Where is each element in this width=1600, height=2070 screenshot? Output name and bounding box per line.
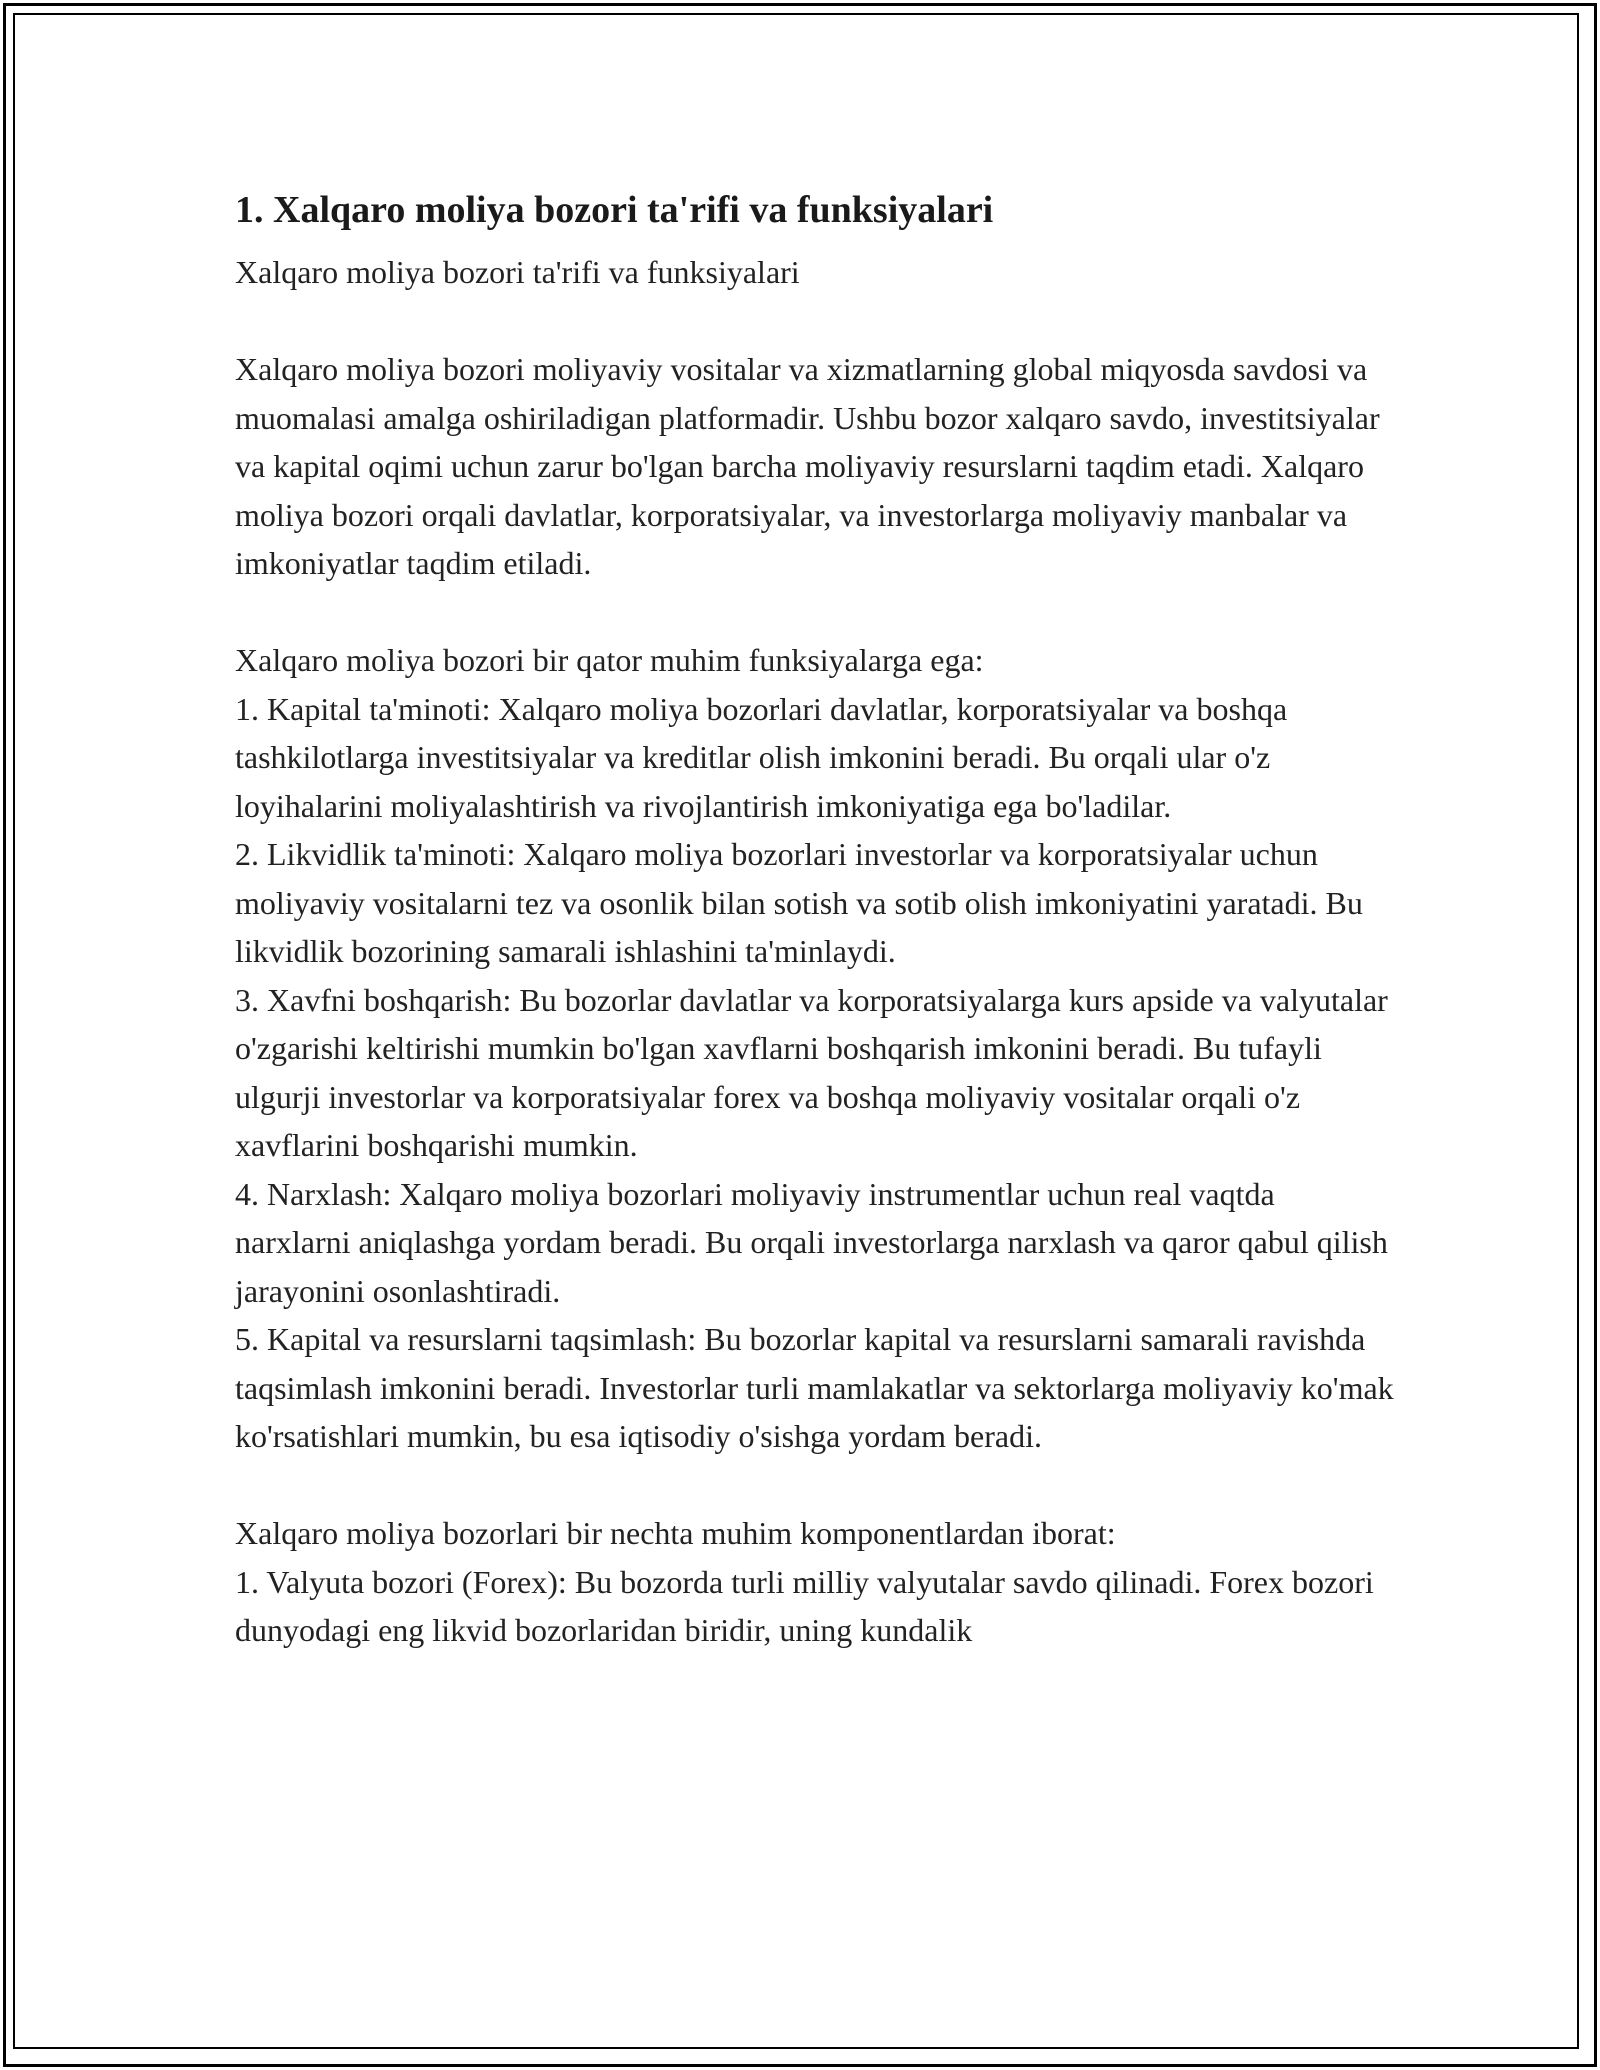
- function-item-allocation: 5. Kapital va resurslarni taqsimlash: Bu bozorlar kapital va resurslarni samarali ravishda taqsimlash imkonini beradi. Investorlar turli mamlakatlar va sektorlarga moliyaviy ko'mak ko'rsatishlari mumkin, bu esa iqtisodiy o'sishga yordam beradi.: [235, 1321, 1394, 1454]
- components-intro: Xalqaro moliya bozorlari bir nechta muhim komponentlardan iborat:: [235, 1515, 1116, 1551]
- document-subtitle: Xalqaro moliya bozori ta'rifi va funksiyalari: [235, 254, 800, 290]
- function-item-pricing: 4. Narxlash: Xalqaro moliya bozorlari moliyaviy instrumentlar uchun real vaqtda narxlarni aniqlashga yordam beradi. Bu orqali investorlarga narxlash va qaror qabul qilish jarayonini osonlashtiradi.: [235, 1175, 1388, 1309]
- function-item-risk: 3. Xavfni boshqarish: Bu bozorlar davlatlar va korporatsiyalarga kurs apside va valyutalar o'zgarishi keltirishi mumkin bo'lgan xavflarni boshqarish imkonini beradi. Bu tufayli ulgurji investorlar va korporatsiyalar forex va boshqa moliyaviy vositalar orqali o'z xavflarini boshqarishi mumkin.: [235, 981, 1388, 1163]
- blank-line: [235, 297, 1395, 346]
- document-body: [235, 180, 1395, 1655]
- blank-line: [235, 588, 1395, 637]
- blank-line: [235, 1461, 1395, 1510]
- functions-intro: Xalqaro moliya bozori bir qator muhim funksiyalarga ega:: [235, 642, 984, 678]
- function-item-capital: 1. Kapital ta'minoti: Xalqaro moliya bozorlari davlatlar, korporatsiyalar va boshqa tashkilotlarga investitsiyalar va kreditlar olish imkonini beradi. Bu orqali ular o'z loyihalarini moliyalashtirish va rivojlantirish imkoniyatiga ega bo'ladilar.: [235, 690, 1288, 824]
- page-title: 1. Xalqaro moliya bozori ta'rifi va funksiyalari: [235, 189, 994, 231]
- intro-paragraph: Xalqaro moliya bozori moliyaviy vositalar va xizmatlarning global miqyosda savdosi va muomalasi amalga oshiriladigan platformadir. Ushbu bozor xalqaro savdo, investitsiyalar va kapital oqimi uchun zarur bo'lgan barcha moliyaviy resurslarni taqdim etadi. Xalqaro moliya bozori orqali davlatlar, korporatsiyalar, va investorlarga moliyaviy manbalar va imkoniyatlar taqdim etiladi.: [235, 351, 1380, 581]
- function-item-liquidity: 2. Likvidlik ta'minoti: Xalqaro moliya bozorlari investorlar va korporatsiyalar uchun moliyaviy vositalarni tez va osonlik bilan sotish va sotib olish imkoniyatini yaratadi. Bu likvidlik bozorining samarali ishlashini ta'minlaydi.: [235, 836, 1363, 969]
- component-item-forex: 1. Valyuta bozori (Forex): Bu bozorda turli milliy valyutalar savdo qilinadi. Forex bozori dunyodagi eng likvid bozorlaridan biridir, uning kundalik: [235, 1563, 1374, 1648]
